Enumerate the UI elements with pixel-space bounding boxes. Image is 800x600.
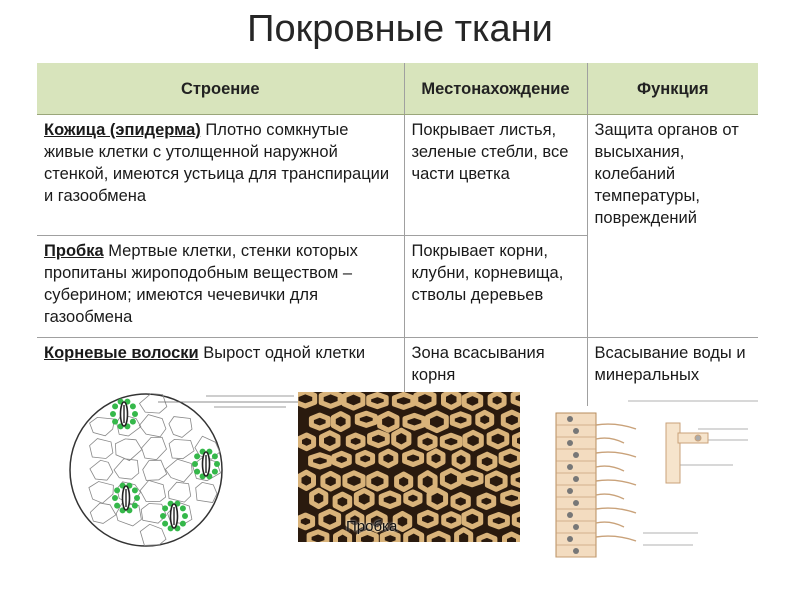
function-text-clip <box>595 342 753 394</box>
root-hair-cell-inset <box>666 423 708 483</box>
cork-label: Пробка <box>346 518 398 535</box>
location-cell: Покрывает листья, зеленые стебли, все части цветка <box>404 115 587 236</box>
table-row-epidermis <box>37 115 758 236</box>
tissue-term: Корневые волоски <box>44 344 199 362</box>
root-hair <box>596 424 636 429</box>
root-hair <box>596 508 636 513</box>
chloroplast <box>132 411 138 417</box>
root-cell-nucleus <box>567 440 573 446</box>
root-hair <box>596 536 636 541</box>
root-cell-nucleus <box>573 500 579 506</box>
chloroplast <box>212 469 218 475</box>
root-hair <box>596 480 636 485</box>
header-function: Функция <box>587 63 758 115</box>
function-text: Всасывание воды и минеральных <box>594 344 746 384</box>
chloroplast <box>192 461 198 467</box>
chloroplast <box>180 521 186 527</box>
header-structure: Строение <box>37 63 404 115</box>
cork-micrograph <box>298 392 520 542</box>
root-hair <box>596 522 624 527</box>
tissue-table <box>37 63 758 406</box>
chloroplast <box>112 403 118 409</box>
chloroplast <box>112 495 118 501</box>
chloroplast <box>212 453 218 459</box>
chloroplast <box>132 503 138 509</box>
root-hair <box>596 466 624 471</box>
tiny-diagram-label <box>206 396 294 407</box>
root-cell-nucleus <box>573 428 579 434</box>
structure-cell <box>37 115 404 236</box>
chloroplast <box>114 503 120 509</box>
location-cell: Покрывает корни, клубни, корневища, стволы деревьев <box>404 236 587 338</box>
chloroplast <box>110 411 116 417</box>
tiny-diagram-label <box>628 401 758 545</box>
chloroplast <box>132 487 138 493</box>
chloroplast <box>162 505 168 511</box>
root-hair <box>596 438 624 443</box>
slide-title: Покровные ткани <box>247 8 553 50</box>
table-header-row <box>37 63 758 115</box>
tissue-term: Пробка <box>44 242 104 260</box>
chloroplast <box>160 513 166 519</box>
chloroplast <box>194 469 200 475</box>
root-cell-nucleus <box>573 452 579 458</box>
root-cell-nucleus <box>567 512 573 518</box>
function-cell: Защита органов от высыхания, колебаний температуры, повреждений <box>587 115 758 338</box>
chloroplast <box>130 403 136 409</box>
epidermis-diagram <box>36 388 308 548</box>
root-cell-nucleus <box>567 488 573 494</box>
chloroplast <box>182 513 188 519</box>
chloroplast <box>134 495 140 501</box>
root-cell-nucleus <box>567 464 573 470</box>
structure-cell <box>37 236 404 338</box>
chloroplast <box>194 453 200 459</box>
chloroplast <box>162 521 168 527</box>
location-cell: Зона всасывания корня <box>404 338 587 407</box>
root-cell-nucleus <box>567 536 573 542</box>
root-hair <box>596 494 624 499</box>
root-cell-nucleus <box>573 476 579 482</box>
root-hair-diagram <box>548 395 773 560</box>
chloroplast <box>112 419 118 425</box>
chloroplast <box>214 461 220 467</box>
chloroplast <box>180 505 186 511</box>
tissue-description: Плотно сомкнутые живые клетки с утолщенной наружной стенкой, имеются устьица для транспирации и газообмена <box>44 121 390 205</box>
tissue-term: Кожица (эпидерма) <box>44 121 201 139</box>
root-cell-nucleus <box>567 416 573 422</box>
root-cell-nucleus <box>573 524 579 530</box>
chloroplast <box>114 487 120 493</box>
root-cell-nucleus <box>573 548 579 554</box>
header-location: Местонахождение <box>404 63 587 115</box>
tissue-description: Вырост одной клетки <box>198 344 366 362</box>
chloroplast <box>130 419 136 425</box>
tissue-description: Мертвые клетки, стенки которых пропитаны жироподобным веществом – суберином; имеются чечевички для газообмена <box>44 242 358 326</box>
root-hair <box>596 452 636 457</box>
